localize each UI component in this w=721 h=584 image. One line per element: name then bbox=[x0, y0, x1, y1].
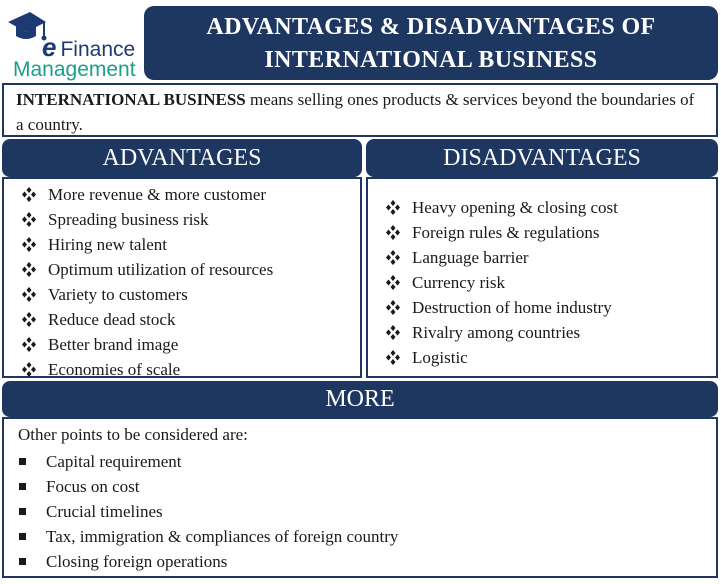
list-item bbox=[384, 295, 716, 320]
list-item-text: Focus on cost bbox=[46, 477, 140, 496]
title-line-2: INTERNATIONAL BUSINESS bbox=[264, 47, 598, 73]
definition-box bbox=[2, 83, 718, 137]
list-item bbox=[18, 449, 716, 474]
list-item bbox=[20, 257, 360, 282]
square-bullet-icon bbox=[19, 508, 26, 515]
list-item bbox=[20, 232, 360, 257]
four-diamond-bullet-icon bbox=[384, 220, 402, 245]
list-item bbox=[384, 270, 716, 295]
list-item-text: Destruction of home industry bbox=[412, 298, 612, 317]
list-item-text: Hiring new talent bbox=[48, 235, 167, 254]
brand-logo bbox=[4, 8, 144, 80]
advantages-panel bbox=[2, 177, 362, 378]
list-item-text: Economies of scale bbox=[48, 360, 181, 379]
list-item-text: Heavy opening & closing cost bbox=[412, 198, 618, 217]
list-item bbox=[384, 345, 716, 370]
four-diamond-bullet-icon bbox=[20, 232, 38, 257]
disadvantages-panel bbox=[366, 177, 718, 378]
definition-text: means selling ones products & services beyond the boundaries of a country. bbox=[16, 90, 695, 134]
square-bullet-icon bbox=[19, 483, 26, 490]
definition-term: INTERNATIONAL BUSINESS bbox=[16, 90, 246, 109]
list-item bbox=[384, 195, 716, 220]
list-item-text: Optimum utilization of resources bbox=[48, 260, 274, 279]
more-intro: Other points to be considered are: bbox=[18, 425, 248, 444]
advantages-heading: ADVANTAGES bbox=[2, 139, 362, 177]
four-diamond-bullet-icon bbox=[20, 257, 38, 282]
list-item-text: Capital requirement bbox=[46, 452, 182, 471]
four-diamond-bullet-icon bbox=[20, 357, 38, 382]
list-item-text: Language barrier bbox=[412, 248, 529, 267]
list-item bbox=[20, 282, 360, 307]
square-bullet-icon bbox=[19, 558, 26, 565]
list-item-text: More revenue & more customer bbox=[48, 185, 267, 204]
four-diamond-bullet-icon bbox=[20, 182, 38, 207]
list-item-text: Variety to customers bbox=[48, 285, 188, 304]
disadvantages-heading: DISADVANTAGES bbox=[366, 139, 718, 177]
four-diamond-bullet-icon bbox=[384, 195, 402, 220]
logo-word-management: Management bbox=[13, 58, 136, 81]
four-diamond-bullet-icon bbox=[384, 320, 402, 345]
square-bullet-icon bbox=[19, 533, 26, 540]
four-diamond-bullet-icon bbox=[384, 245, 402, 270]
four-diamond-bullet-icon bbox=[20, 307, 38, 332]
list-item-text: Better brand image bbox=[48, 335, 179, 354]
list-item bbox=[384, 320, 716, 345]
list-item bbox=[20, 357, 360, 382]
more-heading: MORE bbox=[2, 381, 718, 417]
list-item bbox=[18, 524, 716, 549]
four-diamond-bullet-icon bbox=[384, 270, 402, 295]
four-diamond-bullet-icon bbox=[384, 295, 402, 320]
list-item-text: Logistic bbox=[412, 348, 468, 367]
list-item-text: Foreign rules & regulations bbox=[412, 223, 600, 242]
list-item-text: Crucial timelines bbox=[46, 502, 163, 521]
list-item-text: Spreading business risk bbox=[48, 210, 209, 229]
four-diamond-bullet-icon bbox=[20, 332, 38, 357]
four-diamond-bullet-icon bbox=[20, 282, 38, 307]
list-item-text: Reduce dead stock bbox=[48, 310, 176, 329]
list-item bbox=[384, 220, 716, 245]
list-item-text: Rivalry among countries bbox=[412, 323, 581, 342]
square-bullet-icon bbox=[19, 458, 26, 465]
list-item bbox=[18, 549, 716, 574]
list-item-text: Currency risk bbox=[412, 273, 506, 292]
advantages-list bbox=[4, 182, 360, 382]
more-list bbox=[18, 449, 716, 574]
more-panel bbox=[2, 417, 718, 578]
logo-letter: e bbox=[42, 32, 57, 62]
list-item bbox=[18, 499, 716, 524]
list-item-text: Tax, immigration & compliances of foreign country bbox=[46, 527, 399, 546]
list-item bbox=[18, 474, 716, 499]
page-title bbox=[144, 6, 718, 80]
four-diamond-bullet-icon bbox=[384, 345, 402, 370]
list-item bbox=[20, 307, 360, 332]
list-item-text: Closing foreign operations bbox=[46, 552, 228, 571]
list-item bbox=[384, 245, 716, 270]
four-diamond-bullet-icon bbox=[20, 207, 38, 232]
disadvantages-list bbox=[368, 195, 716, 370]
logo-word-finance: Finance bbox=[60, 38, 136, 61]
list-item bbox=[20, 182, 360, 207]
list-item bbox=[20, 207, 360, 232]
list-item bbox=[20, 332, 360, 357]
title-line-1: ADVANTAGES & DISADVANTAGES OF bbox=[206, 14, 656, 40]
